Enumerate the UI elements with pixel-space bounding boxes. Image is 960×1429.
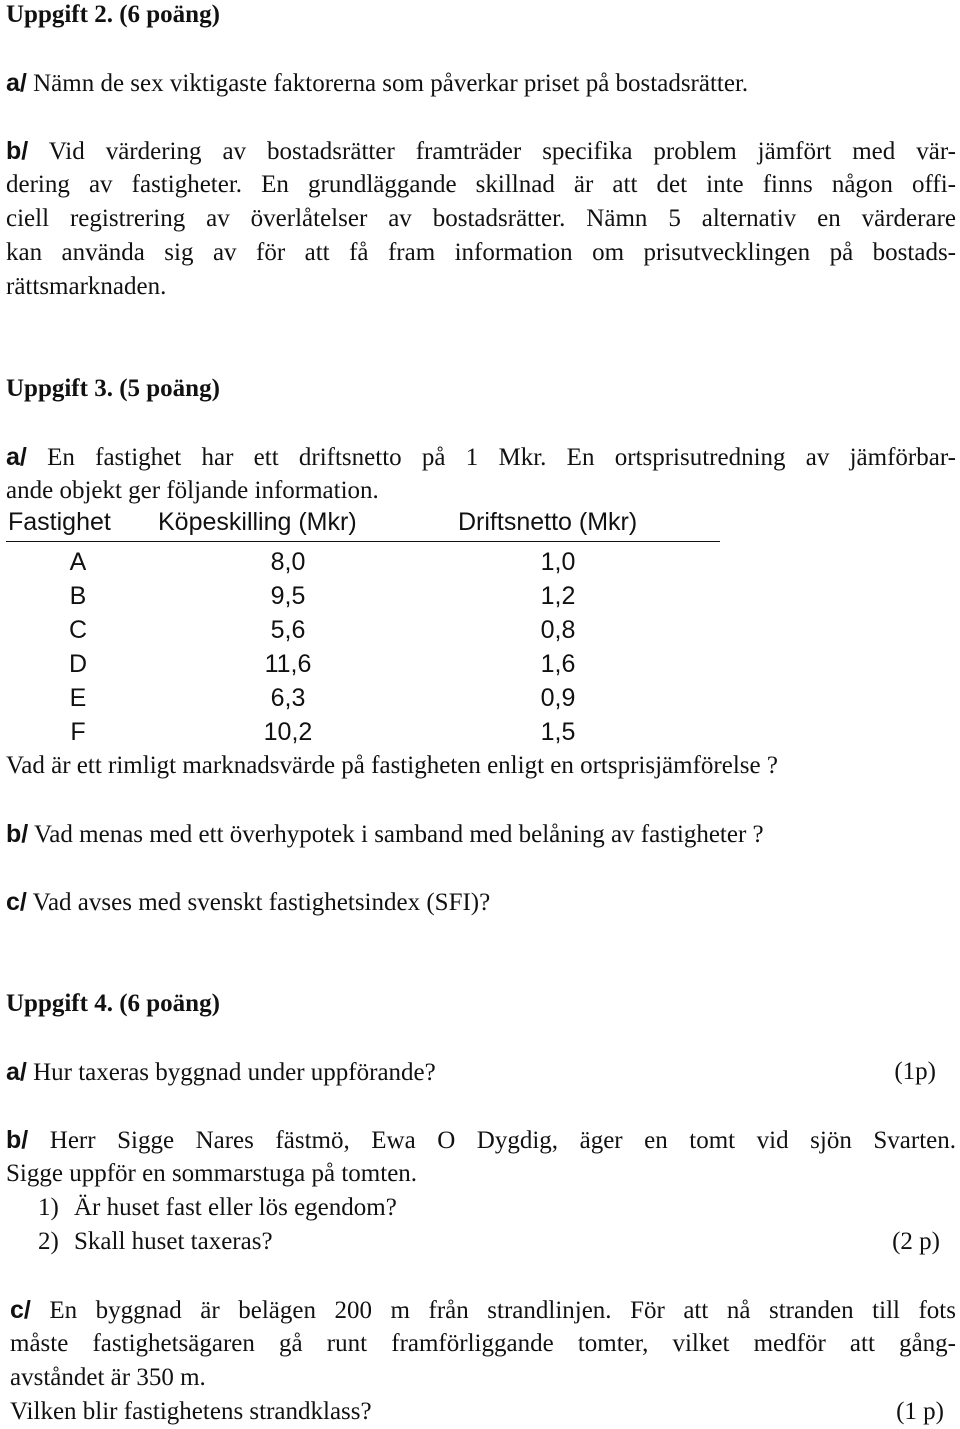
cell-price: 6,3 xyxy=(270,684,306,712)
table-row xyxy=(0,681,960,715)
task2-title: Uppgift 2. (6 poäng) xyxy=(6,1,220,28)
cell-property: A xyxy=(69,548,87,576)
cell-net: 0,8 xyxy=(540,616,576,644)
table-row xyxy=(0,647,960,681)
task3-c: c/ Vad avses med svenskt fastighetsindex (SFI)? xyxy=(6,888,491,916)
cell-price: 8,0 xyxy=(270,548,306,576)
list-item xyxy=(6,1191,956,1225)
table-row xyxy=(0,579,960,613)
task2-a-prefix: a/ xyxy=(6,69,27,97)
cell-property: B xyxy=(69,582,87,610)
task4-b-line-1: b/ Herr Sigge Nares fästmö, Ewa O Dygdig, äger en tomt vid sjön Svarten. xyxy=(6,1126,956,1154)
cell-net: 1,5 xyxy=(540,718,576,746)
task4-c-line-3: avståndet är 350 m. xyxy=(10,1364,206,1391)
task3-b-prefix: b/ xyxy=(6,820,29,848)
list-item xyxy=(6,1225,956,1259)
task3-a-line-1: a/ En fastighet har ett driftsnetto på 1 Mkr. En ortsprisutredning av jämförbar- xyxy=(6,443,956,471)
cell-net: 1,2 xyxy=(540,582,576,610)
task3-a-line-2: ande objekt ger följande information. xyxy=(6,477,379,504)
task4-a-points: (1p) xyxy=(894,1058,936,1085)
cell-property: D xyxy=(68,650,88,678)
task2-b-line-1: b/ Vid värdering av bostadsrätter framträder specifika problem jämfört med vär- xyxy=(6,137,956,165)
task2-b-line-5: rättsmarknaden. xyxy=(6,273,167,300)
task2-a-text: Nämn de sex viktigaste faktorerna som påverkar priset på bostadsrätter. xyxy=(26,70,749,97)
cell-net: 1,6 xyxy=(540,650,576,678)
list-item-text: Skall huset taxeras? xyxy=(74,1228,273,1255)
cell-price: 10,2 xyxy=(263,718,313,746)
table-header-property: Fastighet xyxy=(8,508,111,536)
table-header-price: Köpeskilling (Mkr) xyxy=(158,508,357,536)
table-row xyxy=(0,545,960,579)
task4-b-points: (2 p) xyxy=(892,1228,940,1255)
task2-a xyxy=(6,66,748,101)
task4-b-line-2: Sigge uppför en sommarstuga på tomten. xyxy=(6,1160,418,1187)
cell-property: E xyxy=(69,684,87,712)
task2-b-line-2: dering av fastigheter. En grundläggande skillnad är att det inte finns någon offi- xyxy=(6,171,956,198)
cell-net: 0,9 xyxy=(540,684,576,712)
task4-c-question: Vilken blir fastighetens strandklass? (1 p) xyxy=(10,1395,956,1429)
task3-b: b/ Vad menas med ett överhypotek i samband med belåning av fastigheter ? xyxy=(6,820,764,848)
task3-question: Vad är ett rimligt marknadsvärde på fastigheten enligt en ortsprisjämförelse ? xyxy=(6,752,778,779)
task4-c-points: (1 p) xyxy=(896,1398,944,1425)
task4-c-line-1: c/ En byggnad är belägen 200 m från strandlinjen. För att nå stranden till fots xyxy=(10,1296,956,1324)
cell-price: 9,5 xyxy=(270,582,306,610)
list-item-text: Är huset fast eller lös egendom? xyxy=(74,1194,397,1221)
task2-b-prefix: b/ xyxy=(6,137,29,165)
list-item-number: 1) xyxy=(38,1194,59,1221)
cell-net: 1,0 xyxy=(540,548,576,576)
task4-c-line-2: måste fastighetsägaren gå runt framförliggande tomter, vilket medför att gång- xyxy=(10,1330,956,1357)
task2-b-line-4: kan använda sig av för att få fram information om prisutvecklingen på bostads- xyxy=(6,239,956,266)
table-row xyxy=(0,613,960,647)
task4-c-prefix: c/ xyxy=(10,1296,31,1324)
task4-a-prefix: a/ xyxy=(6,1058,27,1086)
cell-property: C xyxy=(68,616,88,644)
task3-a-prefix: a/ xyxy=(6,443,27,471)
list-item-number: 2) xyxy=(38,1228,59,1255)
table-row xyxy=(0,715,960,749)
table-header-net: Driftsnetto (Mkr) xyxy=(458,508,638,536)
task4-a: a/ Hur taxeras byggnad under uppförande? (1p) xyxy=(6,1055,956,1090)
task3-title: Uppgift 3. (5 poäng) xyxy=(6,375,220,402)
task4-title: Uppgift 4. (6 poäng) xyxy=(6,990,220,1017)
cell-price: 11,6 xyxy=(264,650,312,678)
cell-price: 5,6 xyxy=(270,616,306,644)
cell-property: F xyxy=(70,718,86,746)
task2-b-line-3: ciell registrering av överlåtelser av bostadsrätter. Nämn 5 alternativ en värderare xyxy=(6,205,956,232)
task4-b-prefix: b/ xyxy=(6,1126,29,1154)
table-header-rule xyxy=(6,541,720,542)
task3-c-prefix: c/ xyxy=(6,888,27,916)
